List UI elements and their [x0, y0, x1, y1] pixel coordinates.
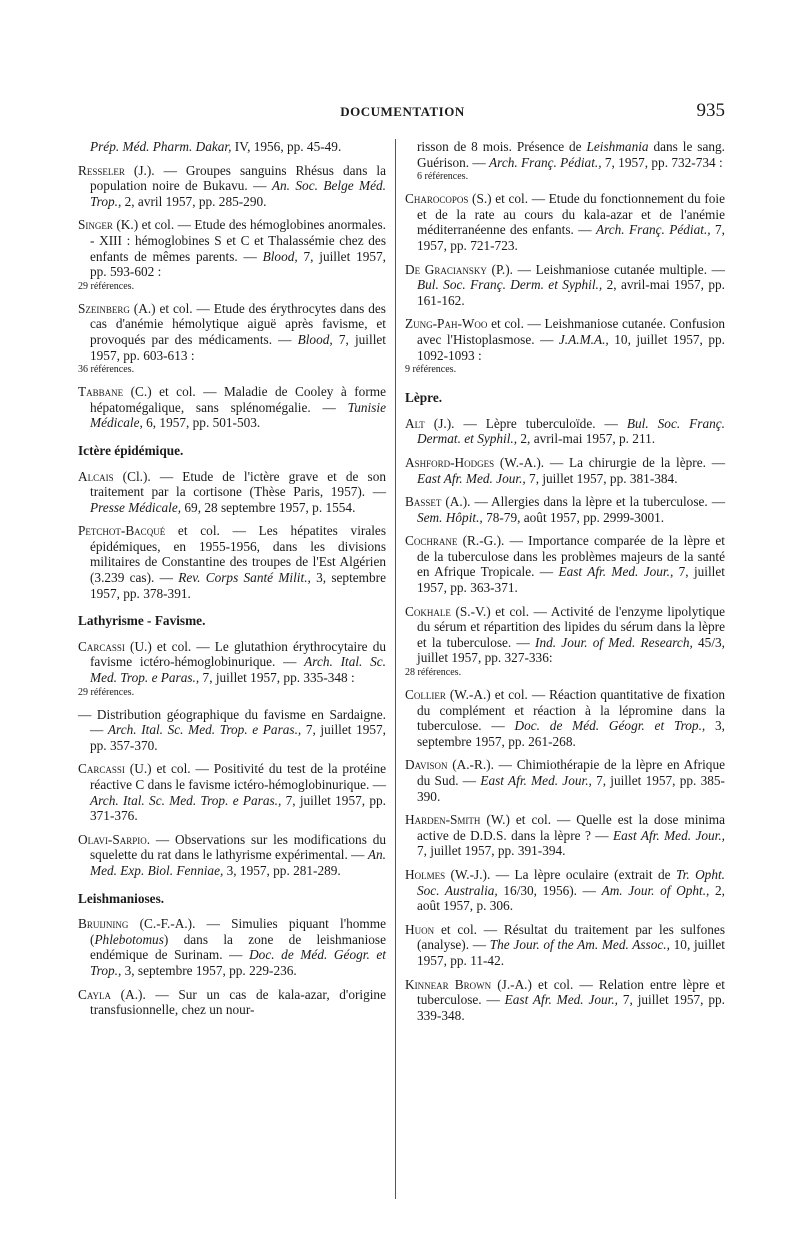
bibliography-entry: Szeinberg (A.) et col. — Etude des érythrocytes dans des cas d'anémie hémolytique aiguë après favisme, et provoqués par des médicaments. — Blood, 7, juillet 1957, pp. 603-613 : 36 références.: [78, 300, 386, 376]
bibliography-entry: De Graciansky (P.). — Leishmaniose cutanée multiple. — Bul. Soc. Franç. Derm. et Syphil., 2, avril-mai 1957, pp. 161-162.: [405, 261, 726, 308]
entry-author: Petchot-Bacqué: [78, 523, 166, 539]
entry-author: Cochrane: [405, 533, 458, 549]
bibliography-entry: risson de 8 mois. Présence de Leishmania dans le sang. Guérison. — Arch. Franç. Pédiat., 7, 1957, pp. 732-734 : 6 références.: [417, 139, 725, 183]
entry-author: Cokhale: [405, 603, 451, 619]
bibliography-entry: Kinnear Brown (J.-A.) et col. — Relation entre lèpre et tuberculose. — East Afr. Med. Jour., 7, juillet 1957, pp. 339-348.: [405, 976, 726, 1023]
entry-author: Huon: [405, 921, 435, 937]
entry-author: Alt: [405, 415, 425, 431]
bibliography-entry: Alcais (Cl.). — Etude de l'ictère grave et de son traitement par la cortisone (Thèse Paris, 1957). — Presse Médicale, 69, 28 septembre 1957, p. 1554.: [78, 468, 386, 515]
bibliography-entry: Alt (J.). — Lèpre tuberculoïde. — Bul. Soc. Franç. Dermat. et Syphil., 2, avril-mai 1957, p. 211.: [405, 415, 725, 447]
entry-author: Ashford-Hodges: [405, 454, 495, 470]
bibliography-entry: Olavi-Sarpio. — Observations sur les modifications du squelette du rat dans le lathyrisme expérimental. — An. Med. Exp. Biol. Fenniae, 3, 1957, pp. 281-289.: [78, 831, 386, 878]
bibliography-entry: Zung-Pah-Woo et col. — Leishmaniose cutanée. Confusion avec l'Histoplasmose. — J.A.M.A., 10, juillet 1957, pp. 1092-1093 : 9 références.: [405, 316, 725, 376]
entry-author: Zung-Pah-Woo: [405, 316, 488, 332]
bibliography-entry: Cayla (A.). — Sur un cas de kala-azar, d'origine transfusionnelle, chez un nour-: [78, 986, 386, 1018]
bibliography-entry: Harden-Smith (W.) et col. — Quelle est la dose minima active de D.D.S. dans la lèpre ? — East Afr. Med. Jour., 7, juillet 1957, pp. 391-394.: [405, 812, 726, 859]
entry-author: Tabbane: [78, 384, 124, 400]
reference-count: 29 références.: [78, 280, 135, 292]
left-column: [78, 139, 386, 1026]
page-header: [80, 100, 725, 124]
running-title: DOCUMENTATION: [340, 104, 465, 119]
entry-author: Basset: [405, 494, 442, 510]
bibliography-entry: Huon et col. — Résultat du traitement par les sulfones (analyse). — The Jour. of the Am. Med. Assoc., 10, juillet 1957, pp. 11-42.: [405, 921, 725, 968]
entry-author: Davison: [405, 757, 448, 773]
bibliography-entry: Petchot-Bacqué et col. — Les hépatites virales épidémiques, en 1955-1956, dans les divisions militaires de Constantine des troupes de l'Est Algérien (3.239 cas). — Rev. Corps Santé Milit., 3, septembre 1957, pp. 378-391.: [78, 523, 387, 601]
entry-author: Resseler: [78, 162, 125, 178]
bibliography-entry: Carcassi (U.) et col. — Le glutathion érythrocytaire du favisme ictéro-hémoglobinurique. — Arch. Ital. Sc. Med. Trop. e Paras., 7, juillet 1957, pp. 335-348 : 29 références.: [78, 638, 386, 698]
bibliography-entry: Ashford-Hodges (W.-A.). — La chirurgie de la lèpre. — East Afr. Med. Jour., 7, juillet 1957, pp. 381-384.: [405, 454, 725, 486]
bibliography-entry: Cochrane (R.-G.). — Importance comparée de la lèpre et de la tuberculose dans les problèmes majeurs de la santé en Afrique Tropicale. — East Afr. Med. Jour., 7, juillet 1957, pp. 363-371.: [405, 533, 725, 596]
bibliography-entry: Resseler (J.). — Groupes sanguins Rhésus dans la population noire de Bukavu. — An. Soc. Belge Méd. Trop., 2, avril 1957, pp. 285-290.: [78, 162, 386, 209]
bibliography-entry: Charocopos (S.) et col. — Etude du fonctionnement du foie et de la rate au cours du kala-azar et de l'anémie méditerranéenne des enfants. — Arch. Franç. Pédiat., 7, 1957, pp. 721-723.: [405, 191, 725, 253]
reference-count: 28 références.: [405, 667, 462, 679]
bibliography-entry: Holmes (W.-J.). — La lèpre oculaire (extrait de Tr. Opht. Soc. Australia, 16/30, 1956). — Am. Jour. of Opht., 2, août 1957, p. 306.: [405, 866, 725, 914]
bibliography-entry: Bruijning (C.-F.-A.). — Simulies piquant l'homme (Phlebotomus) dans la zone de leishmaniose endémique de Surinam. — Doc. de Méd. Géogr. et Trop., 3, septembre 1957, pp. 229-236.: [78, 916, 386, 978]
bibliography-entry: Cokhale (S.-V.) et col. — Activité de l'enzyme lipolytique du sérum et répartition des lipides du sérum dans la lèpre et la tuberculose. — Ind. Jour. of Med. Research, 45/3, juillet 1957, pp. 327-336: 28 références.: [405, 603, 725, 679]
entry-author: Olavi-Sarpio: [78, 831, 147, 847]
page-number: 935: [696, 100, 725, 121]
reference-count: 9 références.: [405, 364, 457, 376]
entry-author: Alcais: [78, 468, 114, 484]
bibliography-entry: Prép. Méd. Pharm. Dakar, IV, 1956, pp. 45-49.: [90, 139, 342, 154]
section-heading: Leishmanioses.: [78, 890, 165, 906]
entry-author: Harden-Smith: [405, 812, 481, 828]
reference-count: 6 références.: [417, 171, 469, 183]
entry-author: Szeinberg: [78, 300, 130, 316]
entry-author: Carcassi: [78, 638, 125, 654]
entry-author: Bruijning: [78, 916, 129, 932]
entry-author: Charocopos: [405, 191, 469, 207]
section-heading: Ictère épidémique.: [78, 442, 184, 458]
entry-author: Holmes: [405, 866, 446, 882]
entry-author: Cayla: [78, 986, 112, 1002]
entry-author: Singer: [78, 217, 113, 233]
bibliography-entry: Carcassi (U.) et col. — Positivité du test de la protéine réactive C dans le favisme ictéro-hémoglobinurique. — Arch. Ital. Sc. Med. Trop. e Paras., 7, juillet 1957, pp. 371-376.: [78, 761, 386, 824]
entry-author: Kinnear Brown: [405, 976, 492, 992]
entry-author: De Graciansky: [405, 261, 487, 277]
bibliography-entry: Davison (A.-R.). — Chimiothérapie de la lèpre en Afrique du Sud. — East Afr. Med. Jour., 7, juillet 1957, pp. 385-390.: [405, 757, 725, 804]
entry-author: Carcassi: [78, 761, 125, 777]
reference-count: 29 références.: [78, 686, 135, 698]
bibliography-entry: — Distribution géographique du favisme en Sardaigne. — Arch. Ital. Sc. Med. Trop. e Paras., 7, juillet 1957, pp. 357-370.: [78, 706, 386, 753]
bibliography-entry: Collier (W.-A.) et col. — Réaction quantitative de fixation du complément et réaction à la lépromine dans la tuberculose. — Doc. de Méd. Géogr. et Trop., 3, septembre 1957, pp. 261-268.: [405, 687, 726, 749]
section-heading: Lathyrisme - Favisme.: [78, 613, 206, 629]
right-column: [405, 139, 725, 1031]
entry-author: Collier: [405, 687, 446, 703]
section-heading: Lèpre.: [405, 390, 443, 406]
bibliography-entry: Tabbane (C.) et col. — Maladie de Cooley à forme hépatomégalique, sans splénomégalie. — Tunisie Médicale, 6, 1957, pp. 501-503.: [78, 384, 386, 431]
bibliography-entry: Singer (K.) et col. — Etude des hémoglobines anormales. - XIII : hémoglobines S et C et Thalassémie chez des enfants de mêmes parents. — Blood, 7, juillet 1957, pp. 593-602 : 29 références.: [78, 217, 386, 292]
reference-count: 36 références.: [78, 364, 135, 376]
column-divider: [395, 139, 396, 1199]
bibliography-entry: Basset (A.). — Allergies dans la lèpre et la tuberculose. — Sem. Hôpit., 78-79, août 1957, pp. 2999-3001.: [405, 494, 725, 525]
